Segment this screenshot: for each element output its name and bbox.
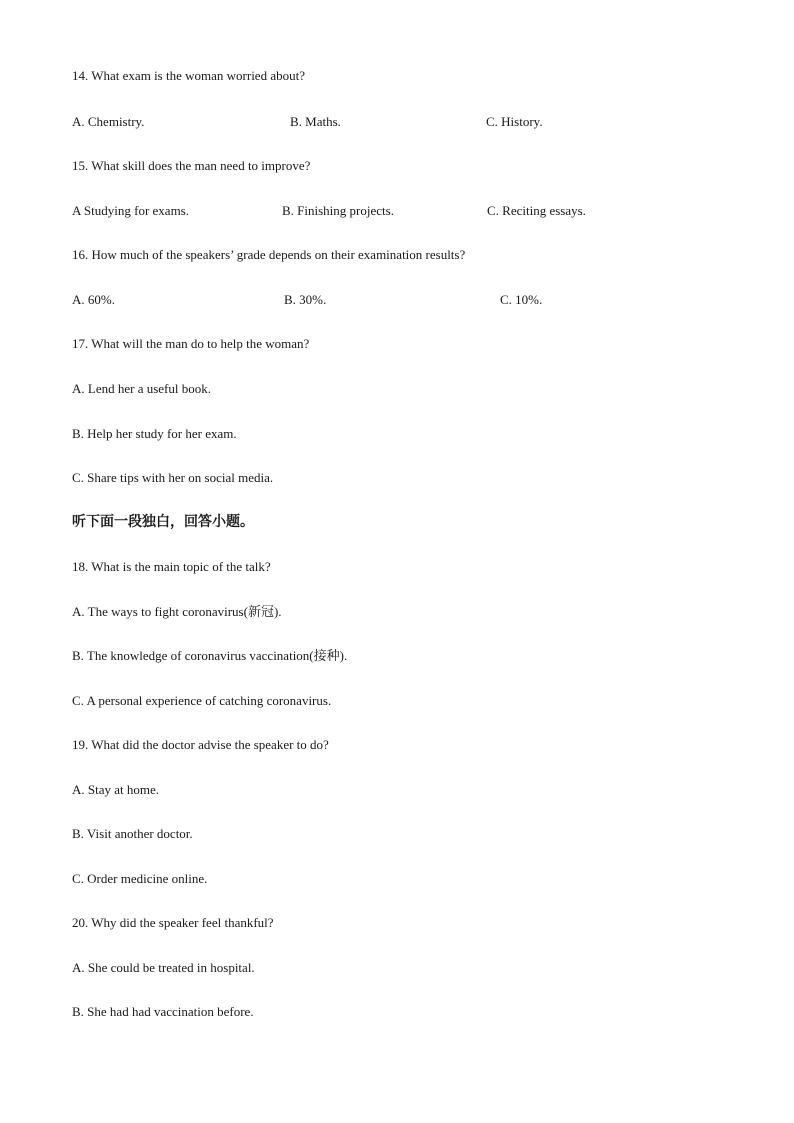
question-20-option-a: A. She could be treated in hospital. (72, 960, 255, 975)
question-20-option-b: B. She had had vaccination before. (72, 1004, 254, 1019)
question-16-stem: 16. How much of the speakers’ grade depends on their examination results? (72, 247, 466, 262)
question-17-stem: 17. What will the man do to help the woman? (72, 336, 310, 351)
question-14-option-b: B. Maths. (290, 114, 341, 129)
question-15-option-c: C. Reciting essays. (487, 203, 586, 218)
question-17-option-a: A. Lend her a useful book. (72, 381, 211, 396)
question-14-option-c: C. History. (486, 114, 543, 129)
question-19-option-a: A. Stay at home. (72, 782, 160, 797)
question-19-option-c: C. Order medicine online. (72, 871, 208, 886)
section-heading: 听下面一段独白，回答小题。 (72, 514, 254, 530)
question-15-option-b: B. Finishing projects. (282, 203, 394, 218)
question-14-option-a: A. Chemistry. (72, 114, 145, 129)
question-16-option-c: C. 10%. (500, 292, 543, 307)
question-20-stem: 20. Why did the speaker feel thankful? (72, 915, 274, 930)
question-19-stem: 19. What did the doctor advise the speaker to do? (72, 737, 329, 752)
question-17-option-b: B. Help her study for her exam. (72, 426, 237, 441)
exam-page (72, 0, 752, 1123)
question-18-option-c: C. A personal experience of catching coronavirus. (72, 693, 332, 708)
question-18-option-a: A. The ways to fight coronavirus(新冠). (72, 604, 282, 619)
question-18-option-b: B. The knowledge of coronavirus vaccination(接种). (72, 648, 348, 663)
question-18-stem: 18. What is the main topic of the talk? (72, 559, 271, 574)
question-16-option-a: A. 60%. (72, 292, 115, 307)
question-19-option-b: B. Visit another doctor. (72, 826, 193, 841)
question-16-option-b: B. 30%. (284, 292, 327, 307)
question-14-stem: 14. What exam is the woman worried about? (72, 68, 305, 83)
question-15-stem: 15. What skill does the man need to improve? (72, 158, 311, 173)
question-15-option-a: A Studying for exams. (72, 203, 189, 218)
question-17-option-c: C. Share tips with her on social media. (72, 470, 274, 485)
